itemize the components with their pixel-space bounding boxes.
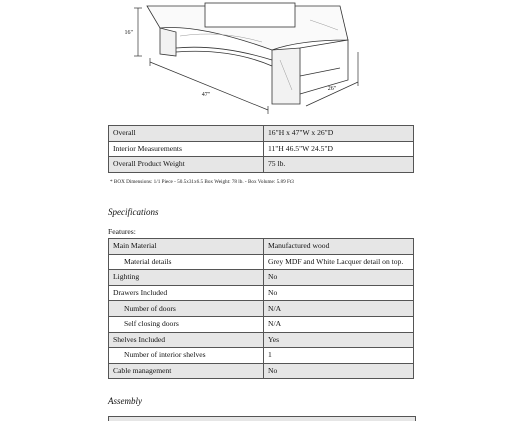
feature-value: No [264, 270, 414, 286]
feature-label: Main Material [109, 239, 264, 255]
dim-value: 75 lb. [264, 157, 414, 173]
height-dimension-label: 16" [124, 30, 133, 36]
table-row [109, 270, 414, 286]
feature-value: Manufactured wood [264, 239, 414, 255]
dim-label: Overall [109, 126, 264, 142]
feature-value: No [264, 363, 414, 379]
dim-value: 11"H 46.5"W 24.5"D [264, 141, 414, 157]
dim-value: 16"H x 47"W x 26"D [264, 126, 414, 142]
feature-label: Cable management [109, 363, 264, 379]
feature-label: Lighting [109, 270, 264, 286]
table-row [109, 254, 414, 270]
feature-label: Number of interior shelves [109, 348, 264, 364]
table-row [109, 301, 414, 317]
coffee-table-line-drawing [0, 0, 520, 118]
feature-value: N/A [264, 316, 414, 332]
assembly-table-edge [108, 416, 416, 421]
feature-value: Yes [264, 332, 414, 348]
feature-label: Material details [109, 254, 264, 270]
table-row [109, 332, 414, 348]
width-dimension-label: 47" [201, 92, 211, 98]
table-row [109, 363, 414, 379]
table-row [109, 316, 414, 332]
table-row [109, 348, 414, 364]
table-row [109, 239, 414, 255]
feature-label: Shelves Included [109, 332, 264, 348]
table-row [109, 141, 414, 157]
feature-value: N/A [264, 301, 414, 317]
specifications-heading: Specifications [108, 207, 159, 217]
feature-value: No [264, 285, 414, 301]
feature-value: 1 [264, 348, 414, 364]
dimensions-table [108, 125, 414, 173]
box-dimensions-note: * BOX Dimensions: 1/1 Piece - 50.5x31x6.5 Box Weight: 78 lb. - Box Volume: 5.89 Ft3 [110, 179, 294, 185]
table-row [109, 126, 414, 142]
depth-dimension-label: 26" [327, 86, 337, 92]
features-table [108, 238, 414, 379]
table-row [109, 285, 414, 301]
assembly-heading: Assembly [108, 396, 142, 406]
dim-label: Interior Measurements [109, 141, 264, 157]
feature-value: Grey MDF and White Lacquer detail on top. [264, 254, 414, 270]
feature-label: Drawers Included [109, 285, 264, 301]
dim-label: Overall Product Weight [109, 157, 264, 173]
feature-label: Self closing doors [109, 316, 264, 332]
features-label: Features: [108, 227, 136, 236]
feature-label: Number of doors [109, 301, 264, 317]
table-row [109, 157, 414, 173]
